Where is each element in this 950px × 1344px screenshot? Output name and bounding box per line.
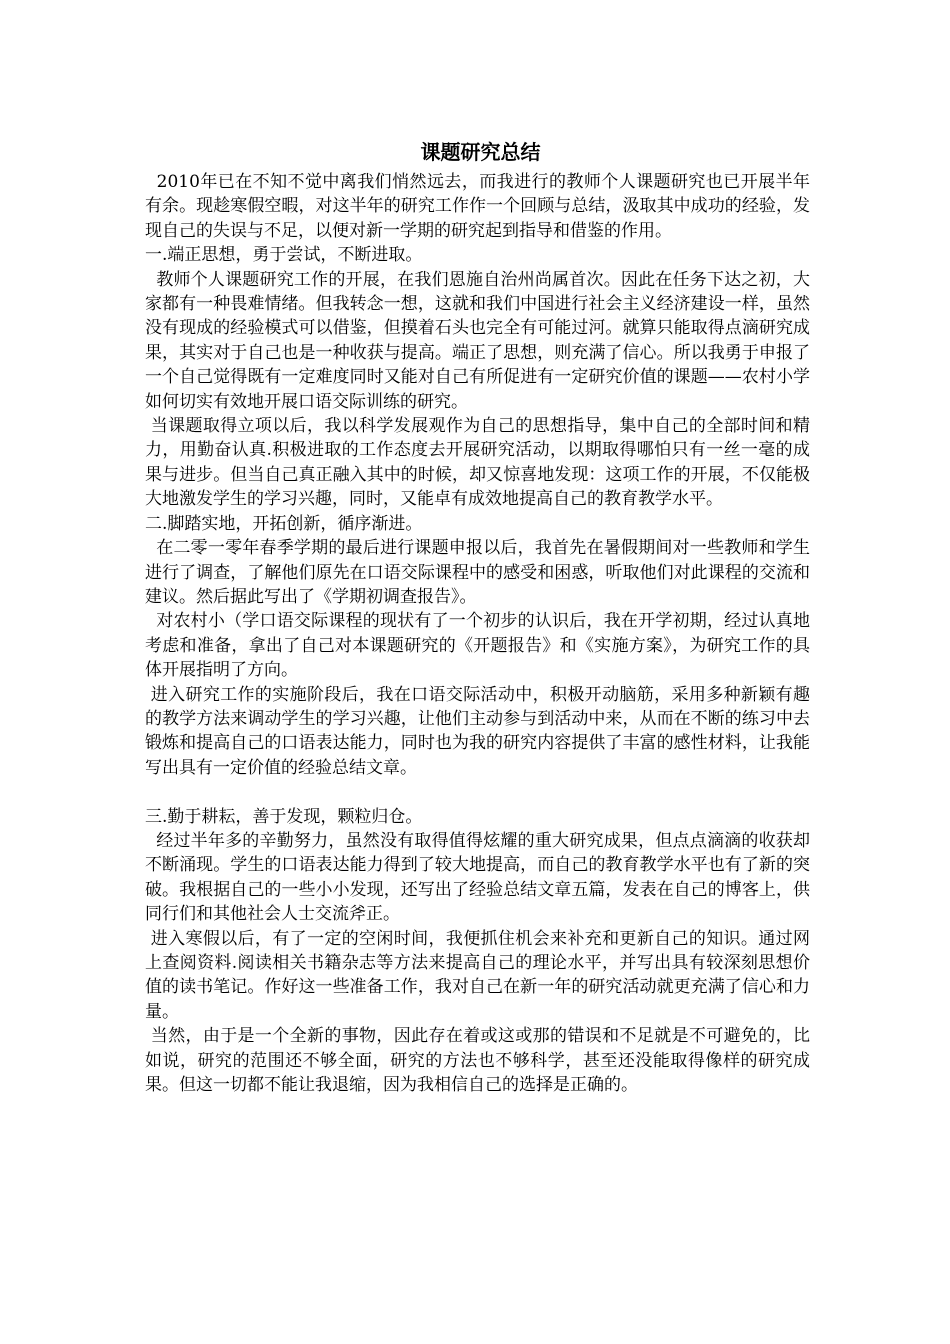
section-3-paragraph-2: 进入寒假以后，有了一定的空闲时间，我便抓住机会来补充和更新自己的知识。通过网上查阅资料.阅读相关书籍杂志等方法来提高自己的理论水平，并写出具有较深刻思想价值的读书笔记。作好这一些准备工作，我对自己在新一年的研究活动就更充满了信心和力量。 [145,928,810,1022]
section-heading-2: 二.脚踏实地，开拓创新，循序渐进。 [145,513,423,534]
section-3-paragraph-1: 经过半年多的辛勤努力，虽然没有取得值得炫耀的重大研究成果，但点点滴滴的收获却不断涌现。学生的口语表达能力得到了较大地提高，而自己的教育教学水平也有了新的突破。我根据自己的一些小小发现，还写出了经验总结文章五篇，发表在自己的博客上，供同行们和其他社会人士交流斧正。 [145,830,811,925]
section-2-paragraph-1: 在二零一零年春季学期的最后进行课题申报以后，我首先在暑假期间对一些教师和学生进行了调查，了解他们原先在口语交际课程中的感受和困惑，听取他们对此课程的交流和建议。然后据此写出了《学期初调查报告》。 [145,538,811,607]
document-title: 课题研究总结 [420,140,541,164]
section-2-paragraph-3: 进入研究工作的实施阶段后，我在口语交际活动中，积极开动脑筋，采用多种新颖有趣的教学方法来调动学生的学习兴趣，让他们主动参与到活动中来，从而在不断的练习中去锻炼和提高自己的口语表达能力，同时也为我的研究内容提供了丰富的感性材料，让我能写出具有一定价值的经验总结文章。 [145,684,810,778]
section-2-paragraph-2: 对农村小（学口语交际课程的现状有了一个初步的认识后，我在开学初期，经过认真地考虑和准备，拿出了自己对本课题研究的《开题报告》和《实施方案》，为研究工作的具体开展指明了方向。 [145,611,811,681]
section-1-paragraph-2: 当课题取得立项以后，我以科学发展观作为自己的思想指导，集中自己的全部时间和精力，用勤奋认真.积极进取的工作态度去开展研究活动，以期取得哪怕只有一丝一毫的成果与进步。但当自己真正融入其中的时候，却又惊喜地发现：这项工作的开展，不仅能极大地激发学生的学习兴趣，同时，又能卓有成效地提高自己的教育教学水平。 [145,416,810,510]
blank-line [145,780,810,804]
section-heading-1: 一.端正思想，勇于尝试，不断进取。 [145,245,423,266]
document-page [145,138,810,1097]
section-1-paragraph-1: 教师个人课题研究工作的开展，在我们恩施自治州尚属首次。因此在任务下达之初，大家都有一种畏难情绪。但我转念一想，这就和我们中国进行社会主义经济建设一样，虽然没有现成的经验模式可以借鉴，但摸着石头也完全有可能过河。就算只能取得点滴研究成果，其实对于自己也是一种收获与提高。端正了思想，则充满了信心。所以我勇于申报了一个自己觉得既有一定难度同时又能对自己有所促进有一定研究价值的课题——农村小学如何切实有效地开展口语交际训练的研究。 [145,269,811,412]
section-3-paragraph-3: 当然，由于是一个全新的事物，因此存在着或这或那的错误和不足就是不可避免的，比如说，研究的范围还不够全面，研究的方法也不够科学，甚至还没能取得像样的研究成果。但这一切都不能让我退缩，因为我相信自己的选择是正确的。 [145,1026,810,1096]
section-heading-3: 三.勤于耕耘，善于发现，颗粒归仓。 [145,806,423,827]
intro-paragraph: 2010年已在不知不觉中离我们悄然远去，而我进行的教师个人课题研究也已开展半年有余。现趁寒假空暇，对这半年的研究工作作一个回顾与总结，汲取其中成功的经验，发现自己的失误与不足，以便对新一学期的研究起到指导和借鉴的作用。 [145,172,810,241]
